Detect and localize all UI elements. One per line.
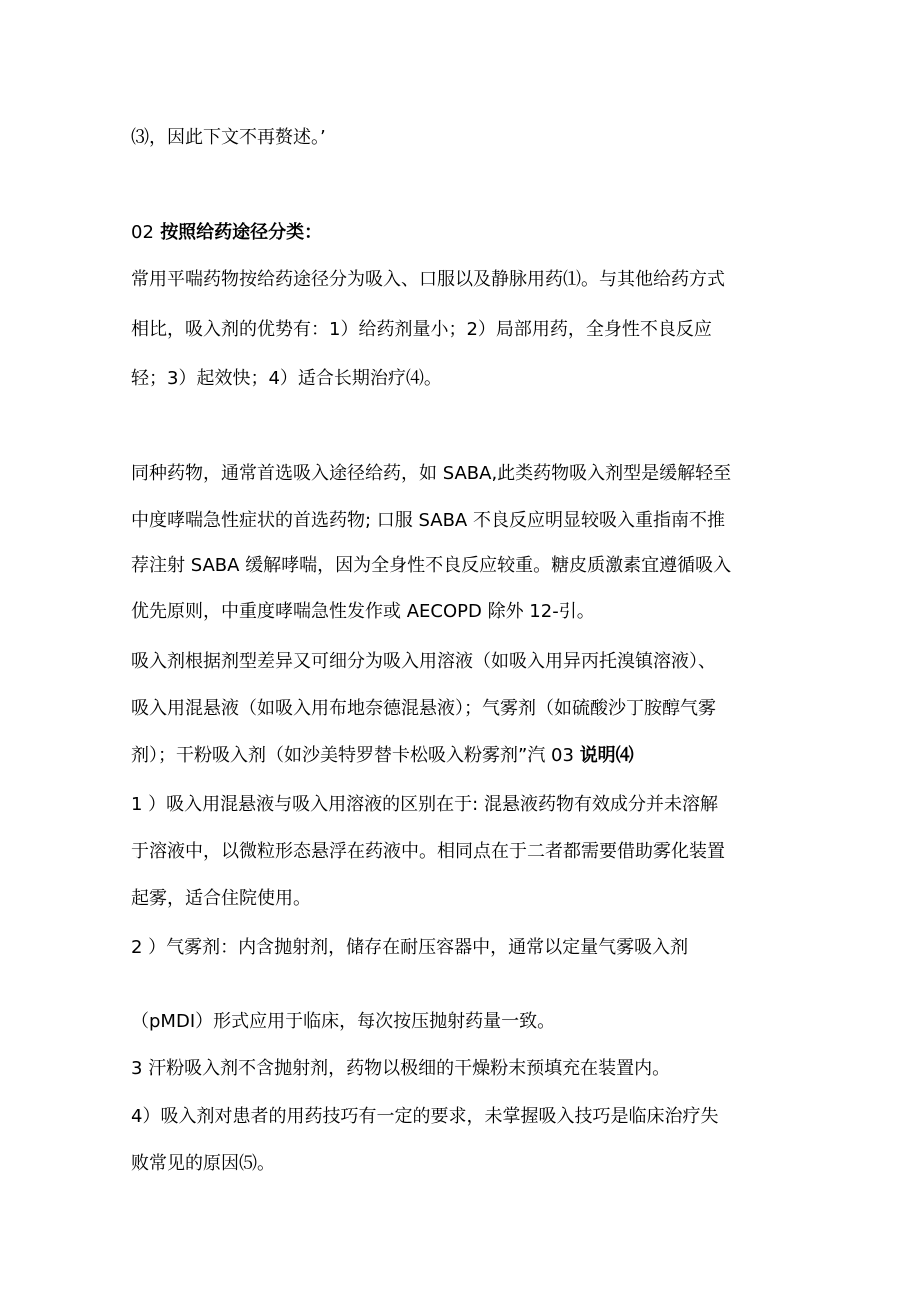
note-heading: 说明⑷	[579, 745, 634, 766]
section-title: 按照给药途径分类：	[160, 222, 323, 243]
note-line: 起雾，适合住院使用。	[131, 888, 311, 909]
note-line: 4）吸入剂对患者的用药技巧有一定的要求，未掌握吸入技巧是临床治疗失	[131, 1106, 719, 1127]
note-line: 3 汗粉吸入剂不含抛射剂，药物以极细的干燥粉末预填充在装置内。	[131, 1058, 671, 1079]
note-line: 于溶液中，以微粒形态悬浮在药液中。相同点在于二者都需要借助雾化装置	[131, 841, 725, 862]
paragraph-line: 轻；3）起效快；4）适合长期治疗⑷。	[131, 368, 442, 389]
note-line: 2 ）气雾剂：内含抛射剂，储存在耐压容器中，通常以定量气雾吸入剂	[131, 937, 689, 958]
paragraph-line: 优先原则，中重度哮喘急性发作或 AECOPD 除外 12-引。	[131, 601, 595, 622]
section-number: 02	[131, 222, 154, 243]
continuation-line: ⑶，因此下文不再赘述。’	[131, 127, 326, 148]
note-line: （pMDI）形式应用于临床，每次按压抛射药量一致。	[131, 1011, 556, 1032]
paragraph-line: 相比，吸入剂的优势有：1）给药剂量小；2）局部用药，全身性不良反应	[131, 319, 712, 340]
note-line: 败常见的原因⑸。	[131, 1153, 275, 1174]
paragraph-line	[131, 744, 634, 768]
paragraph-line: 荐注射 SABA 缓解哮喘，因为全身性不良反应较重。糖皮质激素宜遵循吸入	[131, 555, 732, 576]
paragraph-line: 吸入用混悬液（如吸入用布地奈德混悬液）；气雾剂（如硫酸沙丁胺醇气雾	[131, 698, 716, 719]
paragraph-line: 吸入剂根据剂型差异又可细分为吸入用溶液（如吸入用异丙托溴镇溶液）、	[131, 651, 716, 672]
section-heading	[131, 221, 322, 245]
paragraph-text: 剂）；干粉吸入剂（如沙美特罗替卡松吸入粉雾剂”汽 03	[131, 745, 574, 766]
note-line: 1 ）吸入用混悬液与吸入用溶液的区别在于: 混悬液药物有效成分并未溶解	[131, 794, 718, 815]
paragraph-line: 中度哮喘急性症状的首选药物; 口服 SABA 不良反应明显较吸入重指南不推	[131, 510, 725, 531]
paragraph-line: 常用平喘药物按给药途径分为吸入、口服以及静脉用药⑴。与其他给药方式	[131, 269, 725, 290]
paragraph-line: 同种药物，通常首选吸入途径给药，如 SABA,此类药物吸入剂型是缓解轻至	[131, 463, 732, 484]
